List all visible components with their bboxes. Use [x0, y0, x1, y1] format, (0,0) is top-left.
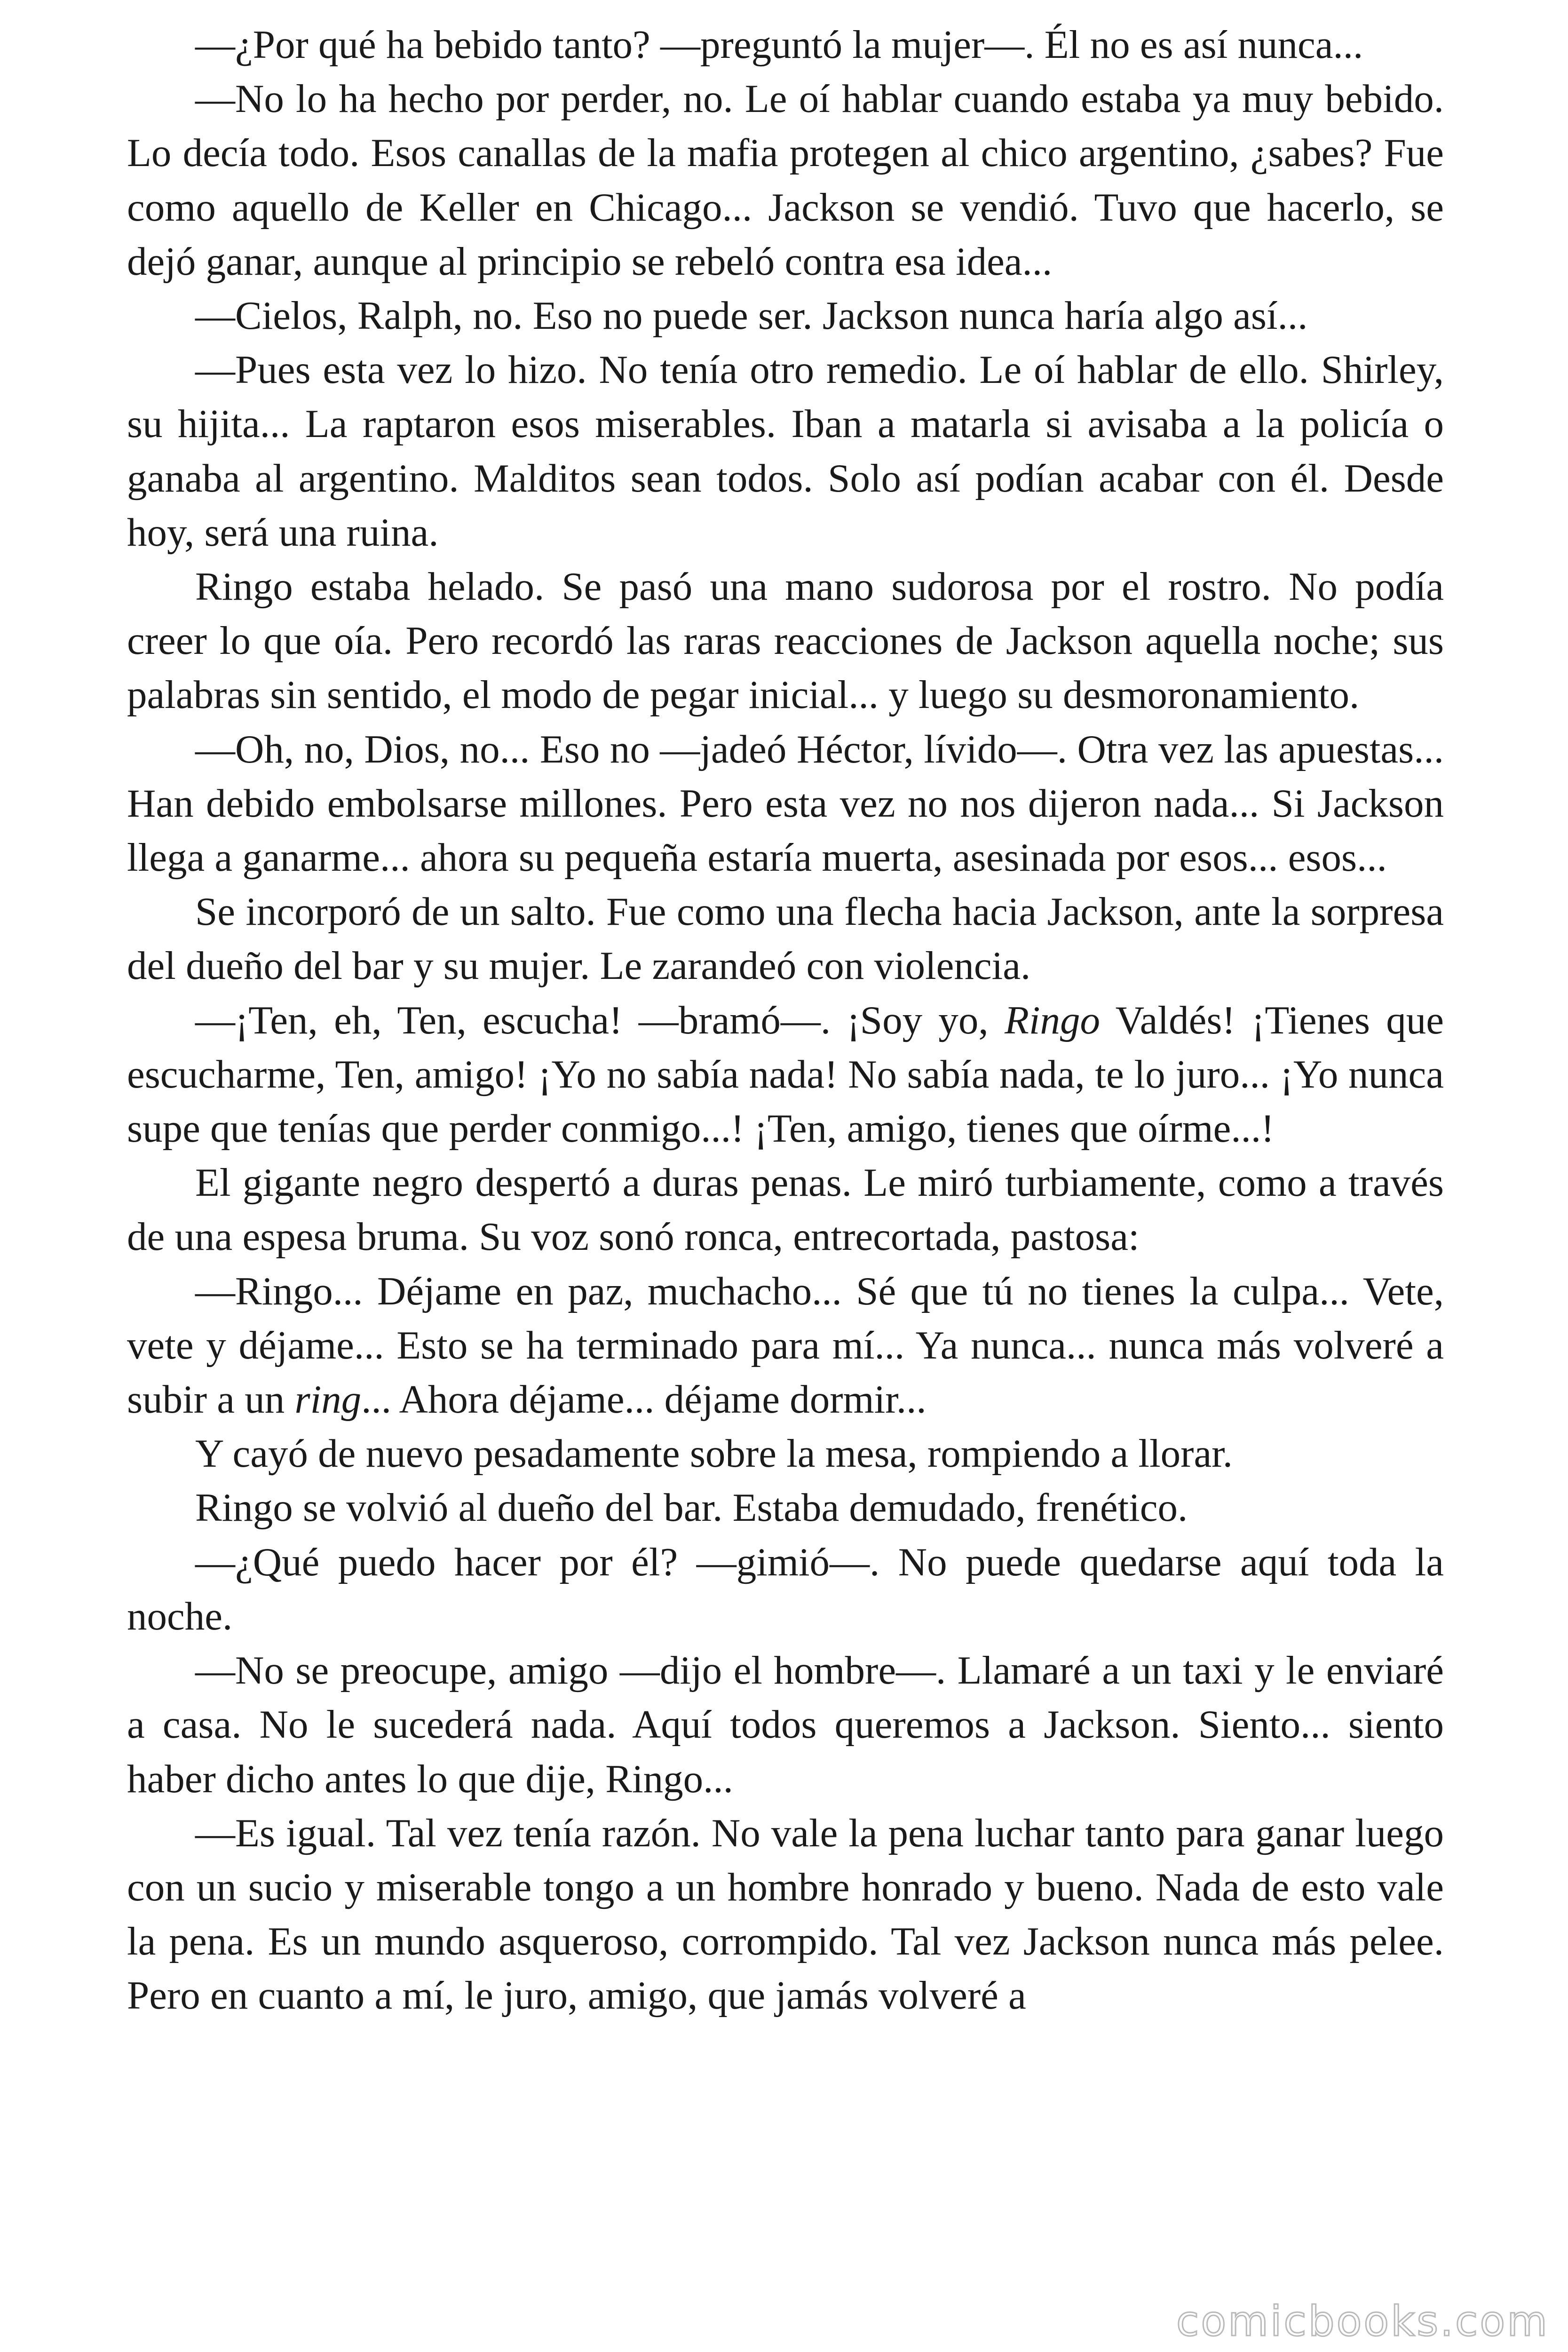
paragraph-text: —No lo ha hecho por perder, no. Le oí hablar cuando estaba ya muy bebido. Lo decía todo. Esos canallas de la mafia protegen al chico argentino, ¿sabes? Fue como aquello de Keller en Chicago... Jackson se vendió. Tuvo que hacerlo, se dejó ganar, aunque al principio se rebeló contra esa idea... [127, 77, 1444, 284]
paragraph-text: Ringo se volvió al dueño del bar. Estaba demudado, frenético. [195, 1486, 1188, 1530]
body-text [127, 18, 1444, 2023]
paragraph-text: —Es igual. Tal vez tenía razón. No vale la pena luchar tanto para ganar luego con un sucio y miserable tongo a un hombre honrado y bueno. Nada de esto vale la pena. Es un mundo asqueroso, corrompido. Tal vez Jackson nunca más pelee. Pero en cuanto a mí, le juro, amigo, que jamás volveré a [127, 1811, 1444, 2018]
paragraph-text: —¡Ten, eh, Ten, escucha! —bramó—. ¡Soy yo, [195, 998, 1005, 1042]
paragraph-text: —¿Qué puedo hacer por él? —gimió—. No puede quedarse aquí toda la noche. [127, 1540, 1444, 1638]
paragraph-text: ... Ahora déjame... déjame dormir... [361, 1377, 927, 1422]
italic-text: ring [294, 1377, 362, 1422]
paragraph [127, 993, 1444, 1156]
paragraph [127, 1535, 1444, 1644]
paragraph-text: Se incorporó de un salto. Fue como una flecha hacia Jackson, ante la sorpresa del dueño del bar y su mujer. Le zarandeó con violencia. [127, 890, 1444, 988]
paragraph [127, 1806, 1444, 2023]
paragraph-text: —¿Por qué ha bebido tanto? —preguntó la mujer—. Él no es así nunca... [195, 23, 1363, 67]
paragraph-text: —Pues esta vez lo hizo. No tenía otro remedio. Le oí hablar de ello. Shirley, su hijita... La raptaron esos miserables. Iban a matarla si avisaba a la policía o ganaba al argentino. Malditos sean todos. Solo así podían acabar con él. Desde hoy, será una ruina. [127, 348, 1444, 555]
paragraph [127, 723, 1444, 885]
paragraph [127, 72, 1444, 289]
document-page [127, 18, 1444, 2023]
paragraph-text: —Cielos, Ralph, no. Eso no puede ser. Jackson nunca haría algo así... [195, 294, 1308, 338]
paragraph [127, 1481, 1444, 1535]
watermark-logo: comicbooks.com [1176, 2297, 1549, 2345]
paragraph [127, 1264, 1444, 1427]
paragraph [127, 560, 1444, 723]
italic-text: Ringo [1004, 998, 1101, 1042]
paragraph [127, 289, 1444, 343]
paragraph-text: —No se preocupe, amigo —dijo el hombre—. Llamaré a un taxi y le enviaré a casa. No le sucederá nada. Aquí todos queremos a Jackson. Siento... siento haber dicho antes lo que dije, Ringo... [127, 1648, 1444, 1801]
paragraph-text: —Ringo... Déjame en paz, muchacho... Sé que tú no tienes la culpa... Vete, vete y déjame... Esto se ha terminado para mí... Ya nunca... nunca más volveré a subir a un [127, 1269, 1444, 1422]
paragraph-text: Y cayó de nuevo pesadamente sobre la mesa, rompiendo a llorar. [195, 1431, 1233, 1476]
paragraph [127, 343, 1444, 560]
paragraph [127, 18, 1444, 72]
paragraph-text: —Oh, no, Dios, no... Eso no —jadeó Héctor, lívido—. Otra vez las apuestas... Han debido embolsarse millones. Pero esta vez no nos dijeron nada... Si Jackson llega a ganarme... ahora su pequeña estaría muerta, asesinada por esos... esos... [127, 727, 1444, 880]
paragraph-text: Valdés! ¡Tienes que escucharme, Ten, amigo! ¡Yo no sabía nada! No sabía nada, te lo juro... ¡Yo nunca supe que tenías que perder conmigo...! ¡Ten, amigo, tienes que oírme...! [127, 998, 1444, 1151]
paragraph-text: Ringo estaba helado. Se pasó una mano sudorosa por el rostro. No podía creer lo que oía. Pero recordó las raras reacciones de Jackson aquella noche; sus palabras sin sentido, el modo de pegar inicial... y luego su desmoronamiento. [127, 564, 1444, 717]
paragraph-text: El gigante negro despertó a duras penas. Le miró turbiamente, como a través de una espesa bruma. Su voz sonó ronca, entrecortada, pastosa: [127, 1160, 1444, 1259]
paragraph [127, 1156, 1444, 1264]
paragraph [127, 1427, 1444, 1481]
paragraph [127, 885, 1444, 993]
paragraph [127, 1644, 1444, 1806]
